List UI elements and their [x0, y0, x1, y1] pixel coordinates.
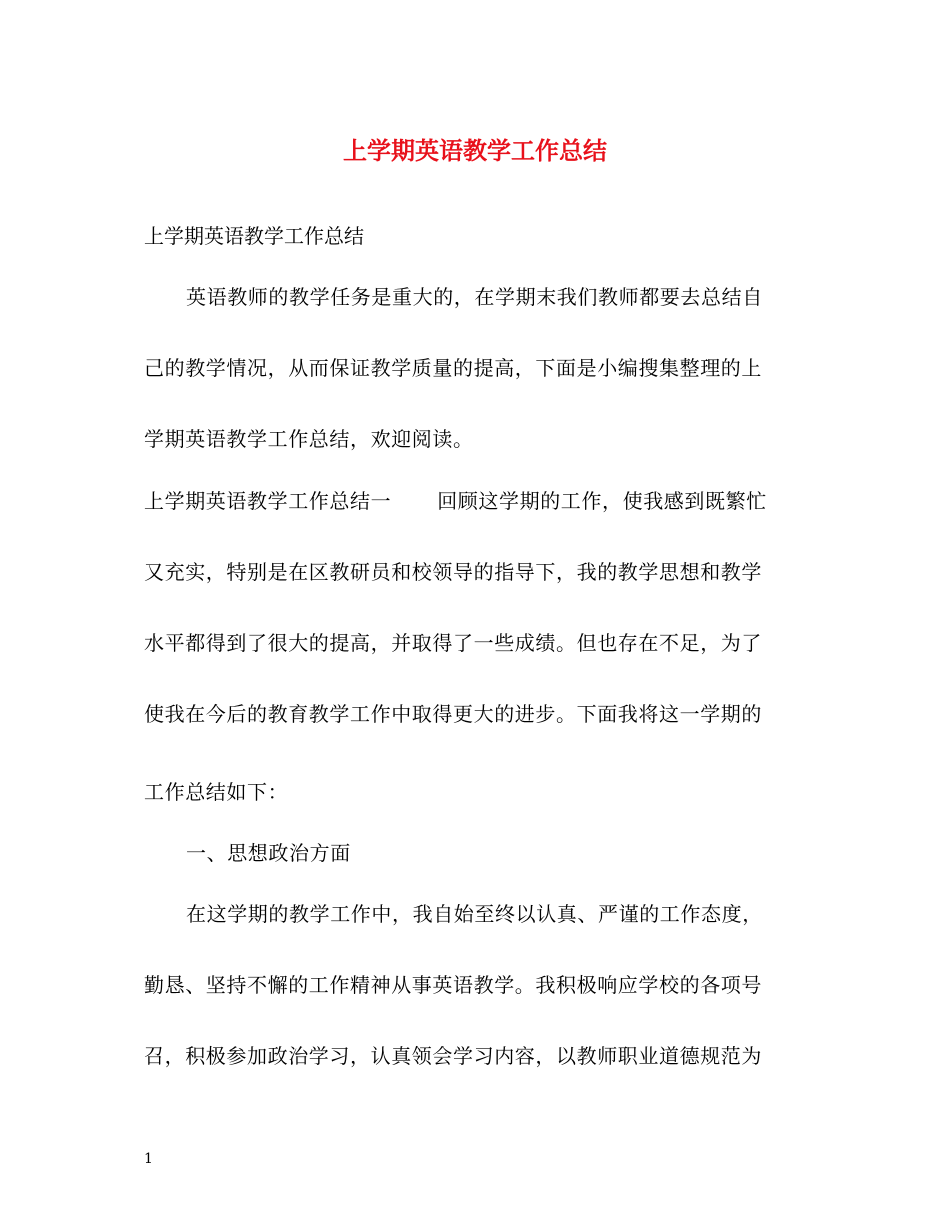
paragraph-line: 召，积极参加政治学习，认真领会学习内容，以教师职业道德规范为: [144, 1044, 762, 1068]
document-subtitle: 上学期英语教学工作总结: [144, 224, 364, 248]
section-first-line: [144, 486, 804, 516]
paragraph-line: 在这学期的教学工作中，我自始至终以认真、严谨的工作态度，: [186, 902, 763, 926]
paragraph-line: 工作总结如下：: [144, 780, 289, 804]
paragraph-line: 己的教学情况，从而保证教学质量的提高，下面是小编搜集整理的上: [144, 356, 762, 380]
page-number: 1: [144, 1151, 153, 1167]
paragraph-line: 又充实，特别是在区教研员和校领导的指导下，我的教学思想和教学: [144, 560, 762, 584]
paragraph-line: 水平都得到了很大的提高，并取得了一些成绩。但也存在不足，为了: [144, 631, 762, 655]
section-heading: 上学期英语教学工作总结一: [144, 489, 392, 513]
document-title: 上学期英语教学工作总结: [343, 136, 607, 165]
paragraph-line: 英语教师的教学任务是重大的，在学期末我们教师都要去总结自: [186, 285, 763, 309]
paragraph-line: 使我在今后的教育教学工作中取得更大的进步。下面我将这一学期的: [144, 702, 762, 726]
paragraph-line: 勤恳、坚持不懈的工作精神从事英语教学。我积极响应学校的各项号: [144, 973, 762, 997]
section-heading-politics: 一、思想政治方面: [186, 841, 351, 865]
paragraph-line: 学期英语教学工作总结，欢迎阅读。: [144, 427, 474, 451]
section-first-line-text: 回顾这学期的工作，使我感到既繁忙: [437, 489, 767, 513]
